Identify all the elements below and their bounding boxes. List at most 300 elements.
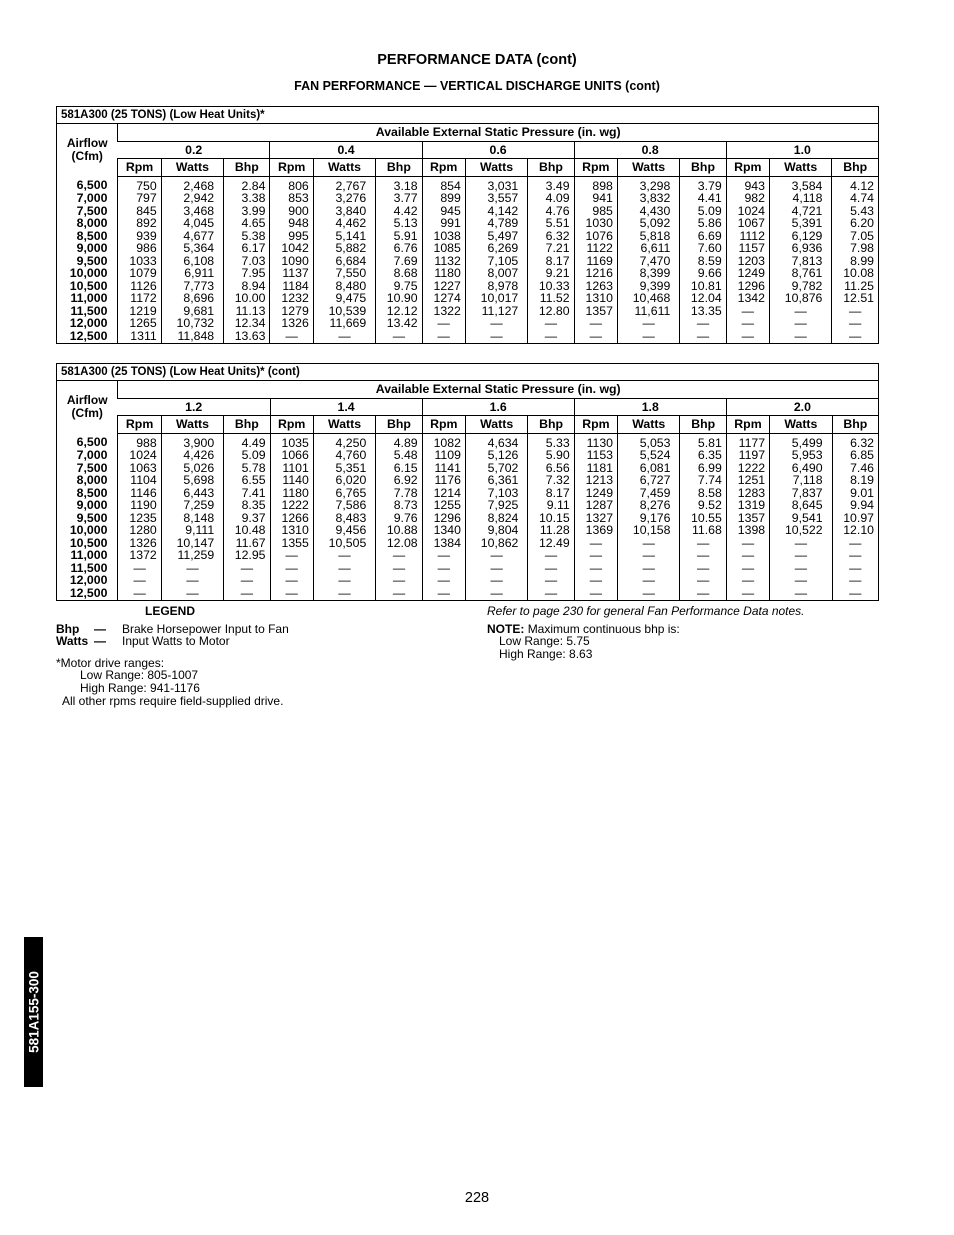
watts-cell: 10,468	[617, 292, 679, 305]
watts-cell: 4,634	[465, 433, 527, 449]
bhp-cell: 6.55	[224, 474, 270, 487]
airflow-cell: 12,000	[69, 316, 108, 330]
watts-cell: —	[769, 330, 831, 344]
airflow-cell: 6,500	[76, 435, 108, 449]
bhp-cell: 8.94	[224, 280, 270, 293]
airflow-cell: 9,500	[76, 253, 108, 268]
rpm-cell: —	[270, 330, 313, 344]
rpm-cell: —	[574, 330, 617, 344]
bhp-cell: 3.18	[376, 176, 422, 192]
watts-cell: 5,953	[770, 449, 832, 462]
max-bhp-note: NOTE: Maximum continuous bhp is:	[487, 622, 680, 636]
bhp-cell: 9.66	[680, 267, 726, 280]
watts-cell: 6,727	[618, 474, 680, 487]
bhp-cell: —	[224, 574, 270, 587]
bhp-cell: 10.97	[832, 512, 878, 525]
rpm-cell: 1063	[118, 462, 161, 475]
bhp-cell: 11.25	[832, 280, 879, 293]
watts-cell: 11,611	[617, 305, 679, 318]
bhp-cell: 10.55	[680, 512, 726, 525]
bhp-cell: 4.12	[832, 176, 879, 192]
watts-cell: 3,584	[769, 176, 831, 192]
table-caption: 581A300 (25 TONS) (Low Heat Units)*	[57, 107, 879, 124]
pressure-value: 1.4	[270, 398, 422, 416]
column-header-watts: Watts	[313, 159, 375, 177]
column-header-watts: Watts	[465, 159, 527, 177]
bhp-cell: —	[832, 330, 879, 344]
bhp-cell: 7.32	[528, 474, 574, 487]
bhp-cell: —	[528, 562, 574, 575]
bhp-cell: 5.09	[680, 205, 726, 218]
bhp-cell: —	[832, 305, 879, 318]
rpm-cell: 1180	[270, 487, 313, 500]
watts-cell: 4,430	[617, 205, 679, 218]
rpm-cell: 1035	[270, 433, 313, 449]
rpm-cell: 1327	[574, 512, 617, 525]
rpm-cell: 1126	[118, 280, 161, 293]
column-header-watts: Watts	[618, 416, 680, 434]
pressure-value: 2.0	[726, 398, 878, 416]
column-header-watts: Watts	[161, 159, 223, 177]
watts-cell: —	[770, 537, 832, 550]
table-caption: 581A300 (25 TONS) (Low Heat Units)* (cont)	[57, 364, 879, 381]
bhp-cell: 9.01	[832, 487, 878, 500]
column-header-rpm: Rpm	[270, 416, 313, 434]
rpm-cell: 991	[422, 217, 465, 230]
watts-cell: 6,490	[770, 462, 832, 475]
watts-cell: 7,925	[465, 499, 527, 512]
watts-cell: 8,148	[161, 512, 223, 525]
table-body	[57, 176, 879, 344]
watts-cell: —	[618, 537, 680, 550]
rpm-cell: 943	[726, 176, 769, 192]
bhp-cell: 11.52	[528, 292, 574, 305]
max-bhp-low-range: Low Range: 5.75	[499, 634, 590, 648]
watts-cell: 10,158	[618, 524, 680, 537]
pressure-header: Available External Static Pressure (in. wg)	[118, 381, 879, 399]
motor-drive-ranges-title: *Motor drive ranges:	[56, 656, 165, 670]
watts-cell: —	[161, 574, 223, 587]
watts-cell: 2,942	[161, 192, 223, 205]
column-header-bhp: Bhp	[224, 416, 270, 434]
airflow-header-label: Airflow	[66, 136, 108, 150]
rpm-cell: 1255	[422, 499, 465, 512]
motor-high-range: High Range: 941-1176	[80, 681, 200, 695]
bhp-cell: 6.85	[832, 449, 878, 462]
watts-cell: —	[618, 587, 680, 601]
rpm-cell: 985	[574, 205, 617, 218]
bhp-cell: 5.38	[224, 230, 270, 243]
rpm-cell: 1266	[270, 512, 313, 525]
rpm-cell: 945	[422, 205, 465, 218]
watts-cell: 11,848	[161, 330, 223, 344]
watts-cell: 5,364	[161, 242, 223, 255]
rpm-cell: 1153	[574, 449, 617, 462]
column-header-rpm: Rpm	[574, 159, 617, 177]
rpm-cell: 1222	[270, 499, 313, 512]
column-header-rpm: Rpm	[422, 416, 465, 434]
watts-cell: 3,900	[161, 433, 223, 449]
bhp-cell: —	[680, 549, 726, 562]
rpm-cell: 948	[270, 217, 313, 230]
bhp-cell: 9.75	[376, 280, 422, 293]
bhp-cell: 13.42	[376, 317, 422, 330]
rpm-cell: 1076	[574, 230, 617, 243]
rpm-cell: 1181	[574, 462, 617, 475]
rpm-cell: 1310	[270, 524, 313, 537]
rpm-cell: 1104	[118, 474, 161, 487]
rpm-cell: 1311	[118, 330, 161, 344]
bhp-cell: —	[832, 537, 878, 550]
rpm-cell: 806	[270, 176, 313, 192]
bhp-cell: —	[680, 317, 726, 330]
column-header-bhp: Bhp	[832, 416, 878, 434]
bhp-cell: 2.84	[224, 176, 270, 192]
column-header-bhp: Bhp	[224, 159, 270, 177]
watts-cell: 10,147	[161, 537, 223, 550]
watts-cell: —	[465, 317, 527, 330]
fan-performance-table-2	[56, 363, 879, 601]
bhp-cell: —	[376, 330, 422, 344]
column-header-bhp: Bhp	[528, 159, 574, 177]
table-row	[57, 524, 879, 537]
table-row	[57, 242, 879, 255]
bhp-cell: 4.09	[528, 192, 574, 205]
column-header-bhp: Bhp	[680, 416, 726, 434]
rpm-cell: 1263	[574, 280, 617, 293]
bhp-cell: 7.95	[224, 267, 270, 280]
table-row	[57, 433, 879, 449]
watts-cell: 5,882	[313, 242, 375, 255]
rpm-cell: —	[422, 587, 465, 601]
watts-cell: 6,081	[618, 462, 680, 475]
column-header-bhp: Bhp	[376, 416, 422, 434]
watts-cell: 8,276	[618, 499, 680, 512]
watts-cell: 2,468	[161, 176, 223, 192]
rpm-cell: 1146	[118, 487, 161, 500]
watts-cell: 6,936	[769, 242, 831, 255]
watts-cell: 7,259	[161, 499, 223, 512]
column-header-row	[57, 416, 879, 434]
rpm-cell: —	[574, 587, 617, 601]
airflow-cell: 8,000	[76, 216, 108, 230]
watts-cell: 5,391	[769, 217, 831, 230]
rpm-cell: —	[574, 574, 617, 587]
legend-title: LEGEND	[145, 604, 196, 618]
watts-cell: 5,126	[465, 449, 527, 462]
watts-cell: 4,426	[161, 449, 223, 462]
pressure-header: Available External Static Pressure (in. wg)	[118, 124, 879, 142]
column-header-rpm: Rpm	[422, 159, 465, 177]
airflow-cell: 10,000	[69, 266, 108, 280]
page-number: 228	[464, 1190, 490, 1206]
bhp-cell: 8.19	[832, 474, 878, 487]
bhp-cell: —	[528, 574, 574, 587]
bhp-cell: 11.13	[224, 305, 270, 318]
watts-cell: —	[465, 587, 527, 601]
bhp-cell: 9.37	[224, 512, 270, 525]
column-header-watts: Watts	[770, 416, 832, 434]
airflow-cell: 8,000	[76, 473, 108, 487]
watts-cell: 9,681	[161, 305, 223, 318]
watts-cell: 3,840	[313, 205, 375, 218]
side-tab-label: 581A155-300	[26, 971, 41, 1053]
watts-cell: 8,645	[770, 499, 832, 512]
rpm-cell: 1172	[118, 292, 161, 305]
watts-cell: 5,141	[313, 230, 375, 243]
watts-cell: 5,092	[617, 217, 679, 230]
rpm-cell: 1066	[270, 449, 313, 462]
rpm-cell: 1177	[726, 433, 769, 449]
watts-cell: 6,108	[161, 255, 223, 268]
watts-cell: 8,483	[313, 512, 375, 525]
rpm-cell: 941	[574, 192, 617, 205]
watts-cell: 5,026	[161, 462, 223, 475]
watts-cell: 7,813	[769, 255, 831, 268]
rpm-cell: 1319	[726, 499, 769, 512]
bhp-cell: —	[376, 562, 422, 575]
legend-item-bhp: Bhp — Brake Horsepower Input to Fan	[56, 622, 289, 636]
rpm-cell: 1369	[574, 524, 617, 537]
bhp-cell: 9.11	[528, 499, 574, 512]
bhp-cell: 7.41	[224, 487, 270, 500]
bhp-cell: 4.89	[376, 433, 422, 449]
bhp-cell: —	[680, 574, 726, 587]
rpm-cell: 1109	[422, 449, 465, 462]
rpm-cell: —	[726, 330, 769, 344]
rpm-cell: 1024	[118, 449, 161, 462]
rpm-cell: 1112	[726, 230, 769, 243]
bhp-cell: —	[832, 562, 878, 575]
bhp-cell: 5.78	[224, 462, 270, 475]
watts-cell: 6,765	[313, 487, 375, 500]
table-row	[57, 449, 879, 462]
bhp-cell: —	[832, 317, 879, 330]
rpm-cell: 939	[118, 230, 161, 243]
bhp-cell: 6.15	[376, 462, 422, 475]
bhp-cell: 10.81	[680, 280, 726, 293]
pressure-header-row	[57, 381, 879, 399]
bhp-cell: —	[528, 330, 574, 344]
watts-cell: —	[770, 549, 832, 562]
table-body	[57, 433, 879, 601]
column-header-rpm: Rpm	[118, 416, 161, 434]
table-caption-row	[57, 364, 879, 381]
rpm-cell: 1274	[422, 292, 465, 305]
bhp-cell: 8.73	[376, 499, 422, 512]
rpm-cell: 1251	[726, 474, 769, 487]
rpm-cell: 1067	[726, 217, 769, 230]
bhp-cell: 6.99	[680, 462, 726, 475]
airflow-cell: 11,500	[70, 560, 108, 575]
bhp-cell: 9.76	[376, 512, 422, 525]
column-header-rpm: Rpm	[270, 159, 313, 177]
bhp-cell: 6.35	[680, 449, 726, 462]
watts-cell: 7,118	[770, 474, 832, 487]
rpm-cell: —	[726, 305, 769, 318]
rpm-cell: —	[118, 562, 161, 575]
table-row	[57, 587, 879, 601]
rpm-cell: —	[270, 587, 313, 601]
rpm-cell: 1310	[574, 292, 617, 305]
airflow-header	[57, 124, 118, 177]
table-row	[57, 562, 879, 575]
bhp-cell: 10.90	[376, 292, 422, 305]
rpm-cell: 854	[422, 176, 465, 192]
bhp-cell: 11.68	[680, 524, 726, 537]
watts-cell: —	[617, 317, 679, 330]
rpm-cell: —	[574, 549, 617, 562]
column-header-bhp: Bhp	[376, 159, 422, 177]
column-header-watts: Watts	[161, 416, 223, 434]
airflow-cell: 7,500	[76, 203, 108, 218]
bhp-cell: 8.68	[376, 267, 422, 280]
bhp-cell: 8.59	[680, 255, 726, 268]
bhp-cell: 8.35	[224, 499, 270, 512]
rpm-cell: 1130	[574, 433, 617, 449]
watts-cell: 4,721	[769, 205, 831, 218]
bhp-cell: 7.78	[376, 487, 422, 500]
watts-cell: —	[465, 574, 527, 587]
watts-cell: 8,399	[617, 267, 679, 280]
bhp-cell: —	[376, 574, 422, 587]
bhp-cell: 7.05	[832, 230, 879, 243]
rpm-cell: —	[118, 587, 161, 601]
watts-cell: 6,269	[465, 242, 527, 255]
watts-cell: 8,696	[161, 292, 223, 305]
pressure-value: 0.8	[574, 141, 726, 159]
watts-cell: 8,978	[465, 280, 527, 293]
pressure-value: 1.0	[726, 141, 878, 159]
bhp-cell: —	[376, 549, 422, 562]
watts-cell: —	[313, 549, 375, 562]
watts-cell: 7,103	[465, 487, 527, 500]
watts-cell: —	[313, 587, 375, 601]
rpm-cell: —	[726, 574, 769, 587]
rpm-cell: 986	[118, 242, 161, 255]
watts-cell: 9,399	[617, 280, 679, 293]
watts-cell: 3,557	[465, 192, 527, 205]
airflow-cell: 10,000	[69, 523, 108, 537]
bhp-cell: 8.17	[528, 487, 574, 500]
pressure-value: 0.4	[270, 141, 422, 159]
airflow-header-unit: (Cfm)	[71, 149, 103, 163]
watts-cell: —	[161, 587, 223, 601]
watts-cell: 7,550	[313, 267, 375, 280]
watts-cell: 6,611	[617, 242, 679, 255]
watts-cell: 8,824	[465, 512, 527, 525]
airflow-cell: 9,000	[76, 241, 108, 255]
rpm-cell: —	[422, 330, 465, 344]
watts-cell: 4,118	[769, 192, 831, 205]
bhp-cell: 3.79	[680, 176, 726, 192]
watts-cell: 5,698	[161, 474, 223, 487]
watts-cell: 11,127	[465, 305, 527, 318]
watts-cell: 4,462	[313, 217, 375, 230]
rpm-cell: 1038	[422, 230, 465, 243]
airflow-header-unit: (Cfm)	[71, 406, 103, 420]
bhp-cell: —	[528, 317, 574, 330]
bhp-cell: 7.46	[832, 462, 878, 475]
airflow-cell: 6,500	[76, 178, 108, 192]
rpm-cell: 1180	[422, 267, 465, 280]
column-header-row	[57, 159, 879, 177]
rpm-cell: 982	[726, 192, 769, 205]
bhp-cell: 5.43	[832, 205, 879, 218]
watts-cell: 4,789	[465, 217, 527, 230]
bhp-cell: 12.34	[224, 317, 270, 330]
watts-cell: —	[161, 562, 223, 575]
bhp-cell: 13.35	[680, 305, 726, 318]
rpm-cell: 1279	[270, 305, 313, 318]
watts-cell: —	[769, 317, 831, 330]
bhp-cell: 5.51	[528, 217, 574, 230]
airflow-cell: 11,500	[70, 303, 108, 318]
rpm-cell: 1355	[270, 537, 313, 550]
bhp-cell: 5.86	[680, 217, 726, 230]
column-header-watts: Watts	[313, 416, 375, 434]
watts-cell: 6,684	[313, 255, 375, 268]
bhp-cell: 10.33	[528, 280, 574, 293]
watts-cell: 5,053	[618, 433, 680, 449]
table-row	[57, 317, 879, 330]
watts-cell: 9,456	[313, 524, 375, 537]
refer-note: Refer to page 230 for general Fan Performance Data notes.	[487, 604, 805, 618]
bhp-cell: 13.63	[224, 330, 270, 344]
bhp-cell: 5.33	[528, 433, 574, 449]
bhp-cell: 5.90	[528, 449, 574, 462]
airflow-header-label: Airflow	[66, 393, 108, 407]
watts-cell: —	[465, 549, 527, 562]
rpm-cell: —	[726, 562, 769, 575]
bhp-cell: —	[680, 537, 726, 550]
airflow-cell: 11,000	[70, 291, 108, 305]
watts-cell: 9,176	[618, 512, 680, 525]
bhp-cell: —	[224, 562, 270, 575]
rpm-cell: 1232	[270, 292, 313, 305]
watts-cell: —	[769, 305, 831, 318]
bhp-cell: 10.00	[224, 292, 270, 305]
rpm-cell: 1169	[574, 255, 617, 268]
watts-cell: 4,142	[465, 205, 527, 218]
bhp-cell: 5.13	[376, 217, 422, 230]
rpm-cell: 1222	[726, 462, 769, 475]
rpm-cell: 988	[118, 433, 161, 449]
bhp-cell: 9.52	[680, 499, 726, 512]
airflow-header	[57, 381, 118, 434]
bhp-cell: 10.08	[832, 267, 879, 280]
watts-cell: 8,480	[313, 280, 375, 293]
rpm-cell: 1216	[574, 267, 617, 280]
rpm-cell: 1085	[422, 242, 465, 255]
airflow-cell: 7,000	[76, 448, 108, 462]
airflow-cell: 9,500	[76, 510, 108, 525]
rpm-cell: 1326	[270, 317, 313, 330]
bhp-cell: 6.20	[832, 217, 879, 230]
bhp-cell: —	[832, 549, 878, 562]
section-title: FAN PERFORMANCE — VERTICAL DISCHARGE UNITS (cont)	[294, 79, 660, 93]
rpm-cell: —	[270, 574, 313, 587]
rpm-cell: 1042	[270, 242, 313, 255]
watts-cell: 11,259	[161, 549, 223, 562]
watts-cell: —	[617, 330, 679, 344]
rpm-cell: 1235	[118, 512, 161, 525]
column-header-watts: Watts	[617, 159, 679, 177]
rpm-cell: —	[422, 317, 465, 330]
rpm-cell: 995	[270, 230, 313, 243]
airflow-cell: 11,000	[70, 548, 108, 562]
rpm-cell: —	[270, 562, 313, 575]
